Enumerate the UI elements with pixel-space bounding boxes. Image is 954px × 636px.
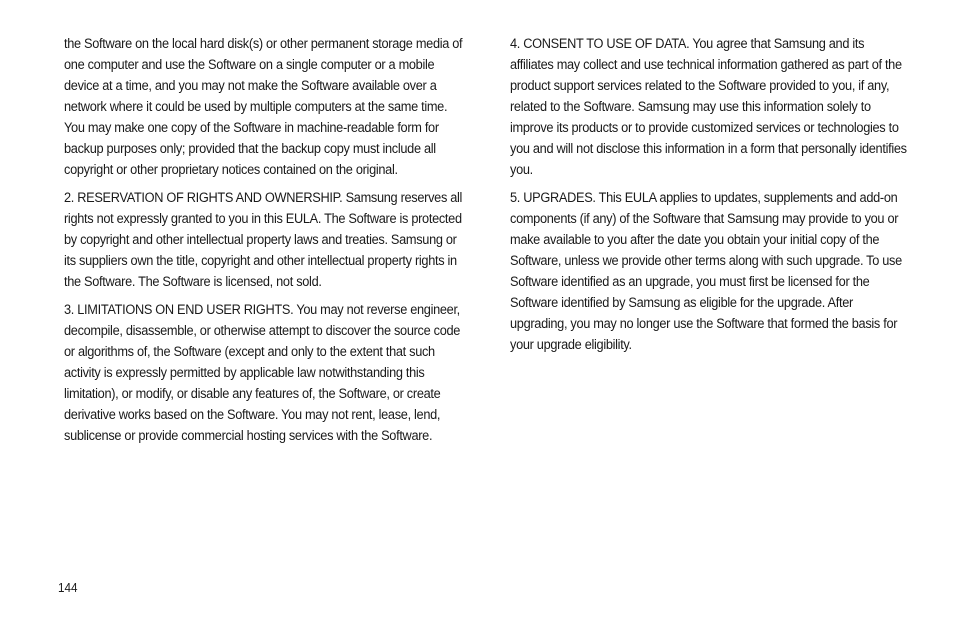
paragraph-upgrades: 5. UPGRADES. This EULA applies to updates, supplements and add-on components (if any) of the Software that Samsung may provide to you or make available to you after the date you obtain your initial copy of the Software, unless we provide other terms along with such upgrade. To use Software identified as an upgrade, you must first be licensed for the Software identified by Samsung as eligible for the upgrade. After upgrading, you may no longer use the Software that formed the basis for your upgrade eligibility.: [510, 190, 902, 353]
page-number: 144: [58, 580, 78, 595]
right-column: [510, 34, 910, 363]
left-column: [64, 34, 464, 454]
paragraph-reservation-of-rights: 2. RESERVATION OF RIGHTS AND OWNERSHIP. Samsung reserves all rights not expressly granted to you in this EULA. The Software is protected by copyright and other intellectual property laws and treaties. Samsung or its suppliers own the title, copyright and other intellectual property rights in the Software. The Software is licensed, not sold.: [64, 190, 463, 290]
paragraph-software-copy: the Software on the local hard disk(s) or other permanent storage media of one computer and use the Software on a single computer or a mobile device at a time, and you may not make the Software available over a network where it could be used by multiple computers at the same time. You may make one copy of the Software in machine-readable form for backup purposes only; provided that the backup copy must include all copyright or other proprietary notices contained on the original.: [64, 36, 463, 178]
paragraph-limitations: 3. LIMITATIONS ON END USER RIGHTS. You may not reverse engineer, decompile, disassemble, or otherwise attempt to discover the source code or algorithms of, the Software (except and only to the extent that such activity is expressly permitted by applicable law notwithstanding this limitation), or modify, or disable any features of, the Software, or create derivative works based on the Software. You may not rent, lease, lend, sublicense or provide commercial hosting services with the Software.: [64, 302, 461, 444]
paragraph-consent-data: 4. CONSENT TO USE OF DATA. You agree that Samsung and its affiliates may collect and use technical information gathered as part of the product support services related to the Software provided to you, if any, related to the Software. Samsung may use this information solely to improve its products or to provide customized services or technologies to you and will not disclose this information in a form that personally identifies you.: [510, 36, 907, 178]
